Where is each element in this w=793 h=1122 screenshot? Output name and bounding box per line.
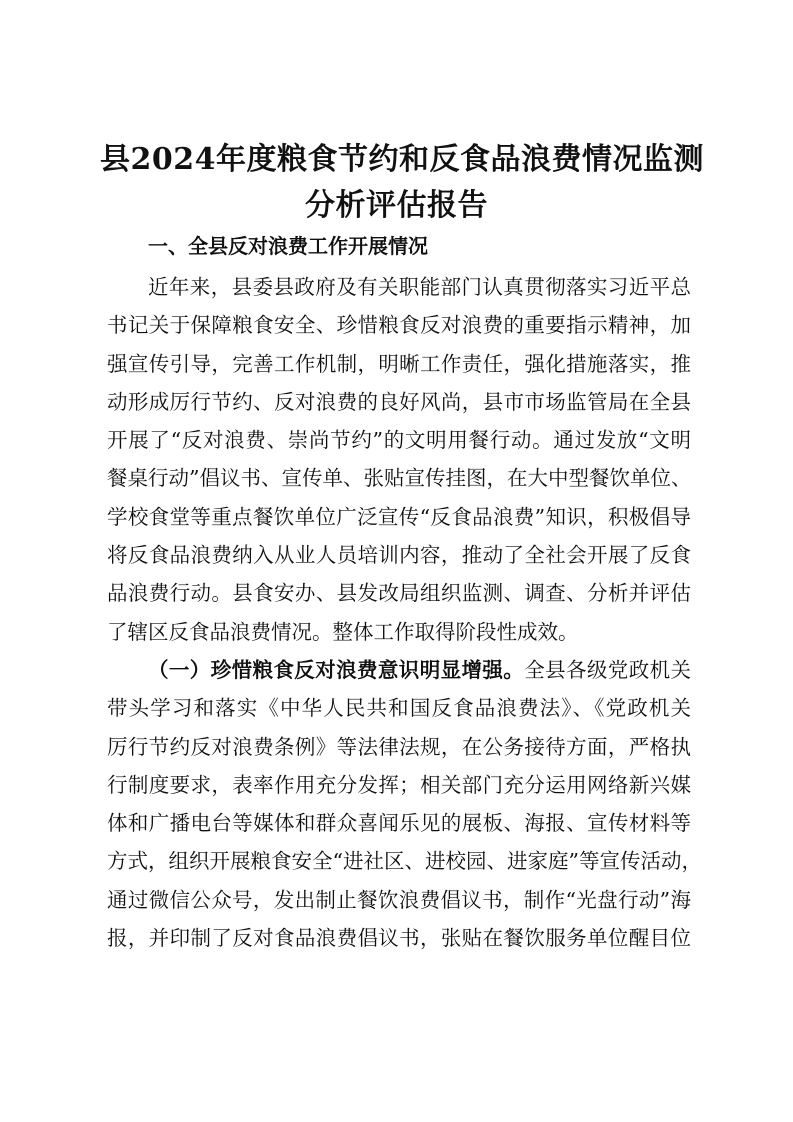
document-title-line-1: 县2024年度粮食节约和反食品浪费情况监测	[100, 142, 704, 177]
paragraph-1-line-8: 将反食品浪费纳入从业人员培训内容，推动了全社会开展了反食	[107, 543, 691, 568]
paragraph-2-line-6: 方式，组织开展粮食安全“进社区、进校园、进家庭”等宣传活动，	[107, 849, 702, 874]
paragraph-1-line-4: 动形成厉行节约、反对浪费的良好风尚，县市市场监管局在全县	[107, 389, 691, 414]
paragraph-2-line-5: 体和广播电台等媒体和群众喜闻乐见的展板、海报、宣传材料等	[107, 811, 691, 836]
paragraph-1-line-3: 强宣传引导，完善工作机制，明晰工作责任，强化措施落实，推	[107, 351, 691, 376]
paragraph-2-line-7: 通过微信公众号，发出制止餐饮浪费倡议书，制作“光盘行动”海	[107, 887, 691, 912]
paragraph-2-line-1	[107, 651, 691, 689]
paragraph-1	[107, 268, 691, 651]
paragraph-1-line-7: 学校食堂等重点餐饮单位广泛宣传“反食品浪费”知识，积极倡导	[107, 504, 691, 529]
paragraph-2-line-3: 厉行节约反对浪费条例》等法律法规，在公务接待方面，严格执	[107, 734, 691, 759]
paragraph-2-line-2: 带头学习和落实《中华人民共和国反食品浪费法》、《党政机关	[107, 696, 691, 721]
paragraph-1-line-10: 了辖区反食品浪费情况。整体工作取得阶段性成效。	[107, 619, 579, 644]
paragraph-2-lead: （一）珍惜粮食反对浪费意识明显增强。	[148, 658, 525, 682]
paragraph-1-line-5: 开展了“反对浪费、崇尚节约”的文明用餐行动。通过发放“文明	[107, 428, 691, 453]
paragraph-2-line-4: 行制度要求，表率作用充分发挥；相关部门充分运用网络新兴媒	[107, 772, 691, 797]
paragraph-2-line-8: 报，并印制了反对食品浪费倡议书，张贴在餐饮服务单位醒目位	[107, 926, 691, 951]
paragraph-1-line-1: 近年来，县委县政府及有关职能部门认真贯彻落实习近平总	[148, 275, 691, 299]
paragraph-2	[107, 651, 702, 957]
paragraph-1-line-2: 书记关于保障粮食安全、珍惜粮食反对浪费的重要指示精神，加	[107, 313, 691, 338]
paragraph-1-line-9: 品浪费行动。县食安办、县发改局组织监测、调查、分析并评估	[107, 581, 691, 606]
paragraph-2-line-1-rest: 全县各级党政机关	[524, 658, 692, 682]
paragraph-1-line-6: 餐桌行动”倡议书、宣传单、张贴宣传挂图，在大中型餐饮单位、	[107, 466, 692, 491]
document-title-line-2: 分析评估报告	[305, 188, 488, 223]
section-heading: 一、全县反对浪费工作开展情况	[148, 234, 428, 258]
